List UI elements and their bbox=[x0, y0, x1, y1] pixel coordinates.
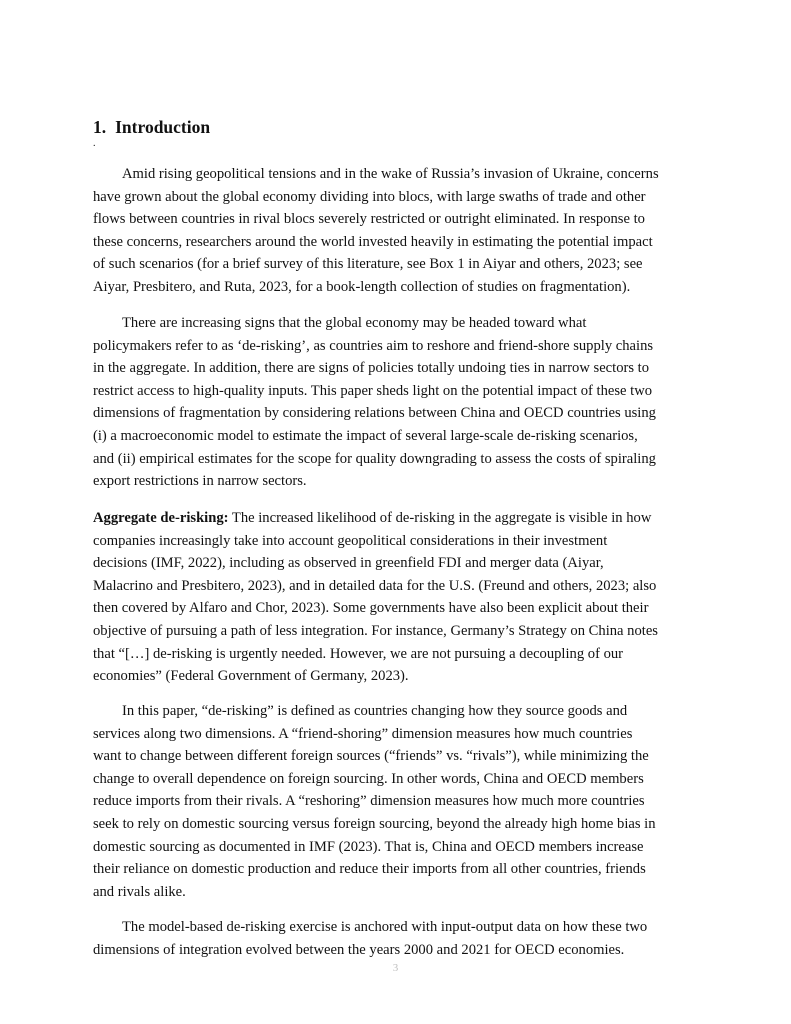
paragraph-line: change to overall dependence on foreign sourcing. In other words, China and OECD members bbox=[93, 770, 644, 787]
section-heading bbox=[93, 117, 210, 138]
paragraph-line: (i) a macroeconomic model to estimate the impact of several large-scale de-risking scenarios, bbox=[93, 427, 638, 444]
paragraph-line: objective of pursuing a path of less integration. For instance, Germany’s Strategy on China notes bbox=[93, 622, 658, 639]
section-number: 1. bbox=[93, 117, 107, 137]
stray-mark: . bbox=[93, 138, 96, 149]
paragraph-line: in the aggregate. In addition, there are signs of policies totally undoing ties in narrow sectors to bbox=[93, 360, 650, 377]
paragraph-de-risking-signs bbox=[93, 312, 703, 493]
paragraph-line: reduce imports from their rivals. A “reshoring” dimension measures how much more countries bbox=[93, 793, 645, 810]
section-title: Introduction bbox=[115, 117, 211, 137]
paragraph-aggregate-de-risking bbox=[93, 507, 703, 688]
paragraph-model-exercise bbox=[93, 916, 703, 961]
paragraph-line: economies” (Federal Government of Germany, 2023). bbox=[93, 668, 409, 685]
paragraph-line: policymakers refer to as ‘de-risking’, as countries aim to reshore and friend-shore supply chains bbox=[93, 337, 654, 354]
paragraph-line: these concerns, researchers around the world invested heavily in estimating the potential impact bbox=[93, 233, 653, 250]
paragraph-line: domestic sourcing as documented in IMF (2023). That is, China and OECD members increase bbox=[93, 838, 644, 855]
paragraph-line: dimensions of fragmentation by considering relations between China and OECD countries using bbox=[93, 405, 656, 422]
paragraph-line: that “[…] de-risking is urgently needed. However, we are not pursuing a decoupling of our bbox=[93, 645, 624, 662]
paragraph-line bbox=[93, 507, 703, 530]
paragraph-definition bbox=[93, 700, 703, 903]
paragraph-line: flows between countries in rival blocs severely restricted or outright eliminated. In response to bbox=[93, 211, 645, 228]
paragraph-line: Malacrino and Presbitero, 2023), and in detailed data for the U.S. (Freund and others, 2023; also bbox=[93, 577, 657, 594]
paragraph-line: and rivals alike. bbox=[93, 883, 186, 900]
paragraph-line: There are increasing signs that the global economy may be headed toward what bbox=[122, 315, 587, 331]
paragraph-line: Aiyar, Presbitero, and Ruta, 2023, for a book-length collection of studies on fragmentation). bbox=[93, 278, 631, 295]
paragraph-line: In this paper, “de-risking” is defined as countries changing how they source goods and bbox=[122, 703, 628, 719]
paragraph-line: of such scenarios (for a brief survey of this literature, see Box 1 in Aiyar and others, 2023; see bbox=[93, 256, 643, 273]
paragraph-line: companies increasingly take into account geopolitical considerations in their investment bbox=[93, 532, 608, 549]
paragraph-line: have grown about the global economy dividing into blocs, with large swaths of trade and other bbox=[93, 188, 646, 205]
paragraph-intro bbox=[93, 163, 703, 299]
paragraph-line: then covered by Alfaro and Chor, 2023). Some governments have also been explicit about their bbox=[93, 600, 649, 617]
paragraph-lead: Aggregate de-risking: bbox=[93, 510, 229, 526]
paragraph-line: their reliance on domestic production and reduce their imports from all other countries, friends bbox=[93, 861, 646, 878]
page-number: 3 bbox=[392, 962, 399, 974]
paragraph-line: want to change between different foreign sources (“friends” vs. “rivals”), while minimizing the bbox=[93, 748, 649, 765]
paragraph-line: The model-based de-risking exercise is anchored with input-output data on how these two bbox=[122, 919, 648, 935]
paragraph-line: services along two dimensions. A “friend-shoring” dimension measures how much countries bbox=[93, 725, 633, 742]
paragraph-line-rest: The increased likelihood of de-risking in the aggregate is visible in how bbox=[228, 510, 652, 526]
paragraph-line: seek to rely on domestic sourcing versus foreign sourcing, beyond the already high home bias in bbox=[93, 815, 656, 832]
paragraph-line: decisions (IMF, 2022), including as observed in greenfield FDI and merger data (Aiyar, bbox=[93, 555, 604, 572]
paragraph-line: dimensions of integration evolved between the years 2000 and 2021 for OECD economies. bbox=[93, 941, 625, 958]
paragraph-line: and (ii) empirical estimates for the scope for quality downgrading to assess the costs of spiraling bbox=[93, 450, 656, 467]
paragraph-line: restrict access to high-quality inputs. This paper sheds light on the potential impact of these two bbox=[93, 382, 653, 399]
paragraph-line: Amid rising geopolitical tensions and in the wake of Russia’s invasion of Ukraine, concerns bbox=[122, 166, 659, 182]
paragraph-line: export restrictions in narrow sectors. bbox=[93, 473, 307, 490]
